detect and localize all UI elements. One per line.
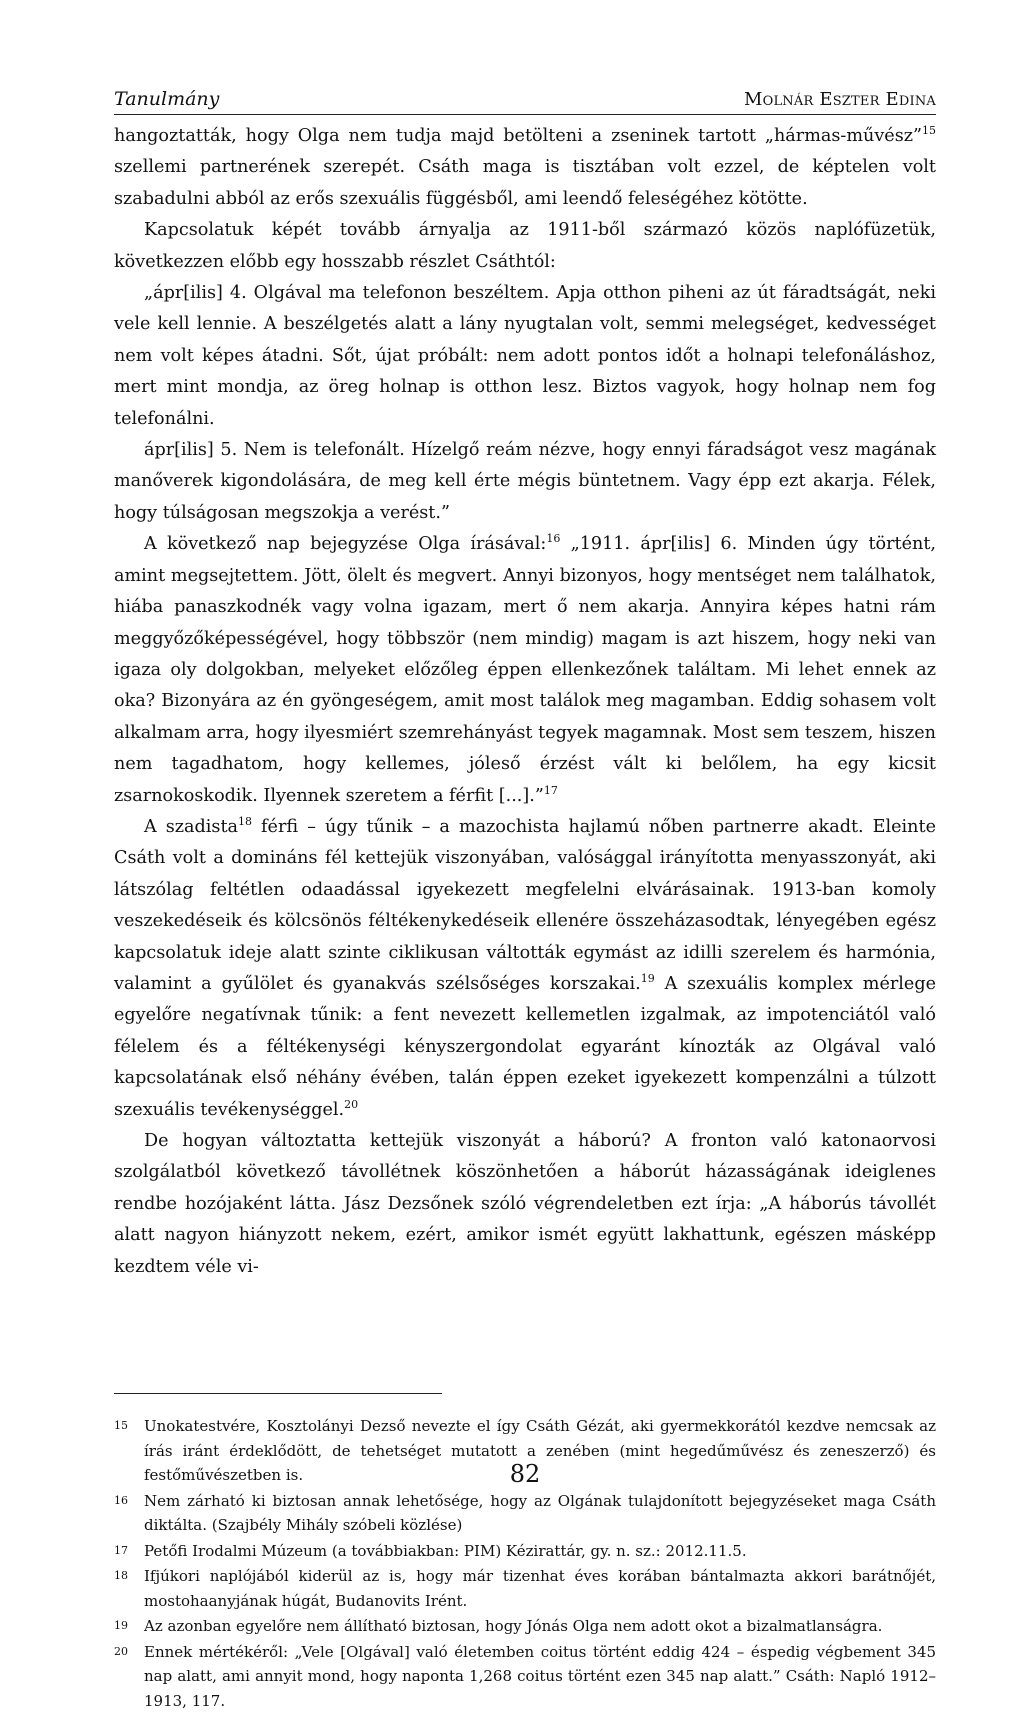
footnote xyxy=(114,1614,936,1639)
footnote-ref[interactable]: 15 xyxy=(922,124,936,138)
footnote-text: Petőfi Irodalmi Múzeum (a továbbiakban: PIM) Kézirattár, gy. n. sz.: 2012.11.5. xyxy=(144,1541,747,1560)
page-number: 82 xyxy=(509,1460,541,1488)
footnote-text: Nem zárható ki biztosan annak lehetősége, hogy az Olgának tulajdonított bejegyzéseket maga Csáth diktálta. (Szajbély Mihály szóbeli közlése) xyxy=(144,1491,936,1534)
footnote-number: 19 xyxy=(114,1619,128,1632)
footnote xyxy=(114,1539,936,1564)
paragraph: hangoztatták, hogy Olga nem tudja majd betölteni a zseninek tartott „hármas-művész”$^{15}$ szellemi partnerének szerepét. Csáth maga is tisztában volt ezzel, de képtelen volt szabadulni abból az erős szexuális függésből, ami leendő feleségéhez kötötte. xyxy=(114,124,936,209)
paragraph: „ápr[ilis] 4. Olgával ma telefonon beszéltem. Apja otthon piheni az út fáradtságát, neki vele kell lennie. A beszélgetés alatt a lány nyugtalan volt, semmi melegséget, kedvességet nem volt képes átadni. Sőt, újat próbált: nem adott pontos időt a holnapi telefonáláshoz, mert mint mondja, az öreg holnap is otthon lesz. Biztos vagyok, hogy holnap nem fog telefonálni. xyxy=(114,283,936,429)
footnote-number: 18 xyxy=(114,1569,128,1582)
footnote-text: Ennek mértékéről: „Vele [Olgával] való életemben coitus történt eddig 424 – éspedig végbement 345 nap alatt, ami annyit mond, hogy naponta 1,268 coitus történt ezen 345 nap alatt.” Csáth: Napló 1912–1913, 117. xyxy=(144,1642,936,1710)
footnote-text: Unokatestvére, Kosztolányi Dezső nevezte el így Csáth Gézát, aki gyermekkorától kezdve nemcsak az írás iránt érdeklődött, de tehetséget mutatott a zenében (mint hegedűművész és zeneszerző) és festőművészetben is. xyxy=(144,1417,936,1484)
footnote xyxy=(114,1564,936,1613)
footnote-ref[interactable]: 17 xyxy=(543,783,558,797)
paragraph: A szadista$^{18}$ férfi – úgy tűnik – a mazochista hajlamú nőben partnerre akadt. Eleinte Csáth volt a domináns fél kettejük viszonyában, valósággal irányította menyasszonyát, aki látszólag feltétlen odaadással igyekezett megfelelni elvárásainak. 1913-ban komoly veszekedéseik és kölcsönös féltékenykedéseik ellenére összeházasodtak, lényegében egész kapcsolatuk ideje alatt szinte ciklikusan váltották egymást az idilli szerelem és harmónia, valamint a gyűlölet és gyanakvás szélsőséges korszakai.$^{19}$ A szexuális komplex mérlege egyelőre negatívnak tűnik: a fent nevezett kellemetlen izgalmak, az impotenciától való félelem és a féltékenységi kényszergondolat egyaránt kínozták az Olgával való kapcsolatának első néhány évében, talán éppen ezeket igyekezett kompenzálni a túlzott szexuális tevékenységgel.$^{20}$ xyxy=(114,815,936,1120)
footnote-ref[interactable]: 20 xyxy=(344,1097,359,1111)
paragraph: ápr[ilis] 5. Nem is telefonált. Hízelgő reám nézve, hogy ennyi fáradságot vesz magának manőverek kigondolására, de meg kell érte mégis büntetnem. Vagy épp ezt akarja. Félek, hogy túlságosan megszokja a verést.” xyxy=(114,440,936,523)
footnote-text: Az azonban egyelőre nem állítható biztosan, hogy Jónás Olga nem adott okot a bizalmatlanságra. xyxy=(144,1617,883,1635)
footnote-number: 15 xyxy=(114,1419,128,1432)
footnote xyxy=(114,1640,936,1714)
footnote-text: Ifjúkori naplójából kiderül az is, hogy már tizenhat éves korában bántalmazta akkori barátnőjét, mostohaanyjának húgát, Budanovits Irént. xyxy=(144,1567,936,1610)
footnote-number: 16 xyxy=(114,1493,128,1507)
author-name: Molnár Eszter Edina xyxy=(743,89,936,110)
footnote-number: 17 xyxy=(114,1543,128,1557)
running-header xyxy=(114,88,936,115)
body-text xyxy=(114,121,936,1283)
paragraph: Kapcsolatuk képét tovább árnyalja az 1911-ből származó közös naplófüzetük, következzen előbb egy hosszabb részlet Csáthtól: xyxy=(114,220,936,272)
footnote-ref[interactable]: 18 xyxy=(238,815,253,829)
paragraph: De hogyan változtatta kettejük viszonyát a háború? A fronton való katonaorvosi szolgálatból következő távollétnek köszönhetően a háborút házasságának ideiglenes rendbe hozójaként látta. Jász Dezsőnek szóló végrendeletben ezt írja: „A háborús távollét alatt nagyon hiányzott nekem, ezért, amikor ismét együtt lakhattunk, egészen másképp kezdtem véle vi- xyxy=(114,1131,936,1277)
section-title: Tanulmány xyxy=(114,88,220,110)
footnote xyxy=(114,1489,936,1538)
footnote-number: 20 xyxy=(114,1644,128,1658)
footnote-divider xyxy=(114,1393,442,1394)
footnote-ref[interactable]: 16 xyxy=(546,532,561,546)
footnote-ref[interactable]: 19 xyxy=(640,972,655,986)
footnotes xyxy=(114,1414,936,1714)
paragraph: A következő nap bejegyzése Olga írásával:$^{16}$ „1911. ápr[ilis] 6. Minden úgy történt, amint megsejtettem. Jött, ölelt és megvert. Annyi bizonyos, hogy mentséget nem találhatok, hiába panaszkodnék vagy volna igazam, mert ő nem akarja. Annyira képes hatni rám meggyőzőképességével, hogy többször (nem mindig) magam is azt hiszem, hogy neki van igaza oly dolgokban, melyeket előzőleg éppen ellenkezőnek találtam. Mi lehet ennek az oka? Bizonyára az én gyöngeségem, amit most találok meg magamban. Eddig sohasem volt alkalmam arra, hogy ilyesmiért szemrehányást tegyek magamnak. Most sem teszem, hiszen nem tagadhatom, hogy kellemes, jóleső érzést vált ki belőlem, ha egy kicsit zsarnokoskodik. Ilyennek szeretem a férfit [...].”$^{17}$ xyxy=(114,532,936,806)
